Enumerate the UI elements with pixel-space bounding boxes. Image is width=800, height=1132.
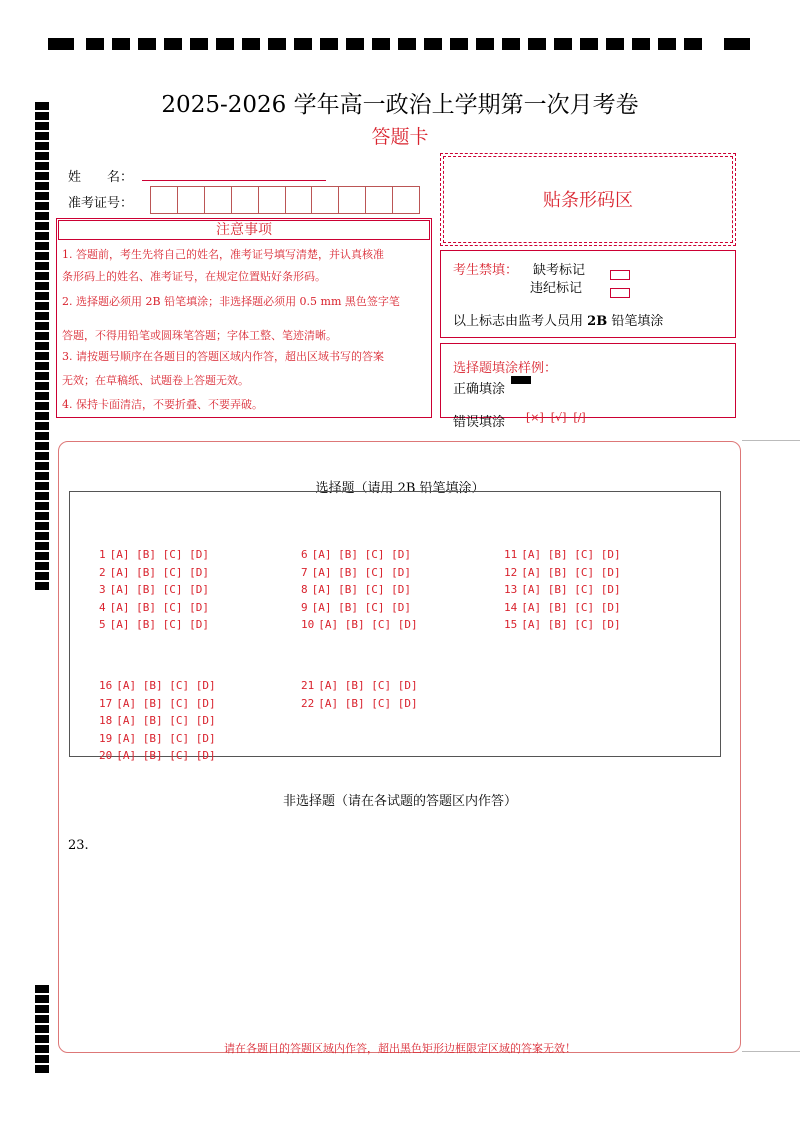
choice-question-4[interactable] (99, 601, 209, 614)
question-number: 6 (301, 548, 308, 561)
answer-options[interactable]: [A] [B] [C] [D] (116, 696, 216, 710)
violation-label: 违纪标记 (530, 281, 583, 296)
question-number: 16 (99, 679, 113, 692)
question-number: 14 (504, 600, 518, 614)
filled-mark-sample (511, 376, 531, 384)
footer-warning: 请在各题目的答题区域内作答，超出黑色矩形边框限定区域的答案无效！ (224, 1042, 576, 1055)
timing-mark (35, 372, 49, 380)
notice-item: 1. 答题前，考生先将自己的姓名，准考证号填写清楚，并认真核准 (62, 248, 384, 261)
proctor-note (453, 310, 663, 329)
notice-item: 无效；在草稿纸、试题卷上答题无效。 (62, 374, 249, 387)
sample-wrong-marks: [×] [√] [/] (526, 411, 586, 424)
answer-options[interactable]: [A] [B] [C] [D] (109, 618, 209, 631)
question-number: 12 (504, 565, 518, 579)
barcode-area: 贴条形码区 (443, 156, 733, 243)
choice-question-8[interactable] (301, 583, 411, 596)
id-label: 准考证号： (68, 196, 134, 211)
timing-mark (35, 182, 49, 190)
question-number: 19 (99, 731, 113, 745)
timing-mark (35, 332, 49, 340)
notice-item: 条形码上的姓名、准考证号，在规定位置贴好条形码。 (62, 270, 326, 283)
question-number: 11 (504, 548, 518, 561)
choice-question-10[interactable] (301, 618, 418, 631)
timing-mark (35, 272, 49, 280)
timing-mark (35, 172, 49, 180)
sample-correct-label: 正确填涂 (453, 382, 506, 397)
name-field[interactable] (142, 180, 326, 181)
choice-question-2[interactable] (99, 566, 209, 579)
timing-mark (35, 572, 49, 580)
timing-mark (35, 1025, 49, 1033)
margin-line (742, 440, 800, 441)
timing-mark (35, 302, 49, 310)
answer-options[interactable]: [A] [B] [C] [D] (521, 600, 621, 614)
question-number: 22 (301, 696, 315, 710)
timing-mark (35, 162, 49, 170)
answer-options[interactable]: [A] [B] [C] [D] (318, 679, 418, 692)
answer-options[interactable]: [A] [B] [C] [D] (109, 548, 209, 561)
timing-mark (35, 312, 49, 320)
answer-options[interactable]: [A] [B] [C] [D] (521, 565, 621, 579)
nonchoice-heading: 非选择题（请在各试题的答题区内作答） (282, 794, 517, 809)
question-number: 5 (99, 618, 106, 631)
choice-question-12[interactable] (504, 566, 621, 579)
question-number: 8 (301, 583, 308, 596)
question-number: 9 (301, 600, 308, 614)
name-label: 姓 名： (68, 170, 134, 185)
notice-item: 3. 请按题号顺序在各题目的答题区域内作答，超出区域书写的答案 (62, 350, 384, 363)
timing-mark (35, 212, 49, 220)
timing-mark (35, 242, 49, 250)
timing-mark (35, 252, 49, 260)
answer-options[interactable]: [A] [B] [C] [D] (311, 565, 411, 579)
page-title: 2025-2026 学年高一政治上学期第一次月考卷 (161, 92, 639, 118)
choice-question-3[interactable] (99, 583, 209, 596)
timing-mark (35, 1005, 49, 1013)
page-subtitle: 答题卡 (371, 126, 429, 148)
choice-question-1[interactable] (99, 548, 209, 561)
notice-heading: 注意事项 (58, 220, 430, 240)
proctor-note-bold: 2B (587, 314, 608, 329)
choice-question-5[interactable] (99, 618, 209, 631)
timing-mark (35, 402, 49, 410)
timing-mark (35, 502, 49, 510)
timing-mark (35, 1055, 49, 1063)
timing-mark (35, 442, 49, 450)
timing-mark (35, 202, 49, 210)
timing-mark (35, 1015, 49, 1023)
question-number: 15 (504, 618, 518, 631)
question-number: 3 (99, 583, 106, 596)
answer-options[interactable]: [A] [B] [C] [D] (109, 565, 209, 579)
timing-mark (35, 552, 49, 560)
timing-mark (35, 582, 49, 590)
answer-options[interactable]: [A] [B] [C] [D] (318, 696, 418, 710)
timing-mark (35, 1065, 49, 1073)
timing-mark (35, 232, 49, 240)
proctor-note-suffix: 铅笔填涂 (611, 314, 664, 329)
question-number: 18 (99, 714, 113, 727)
choice-question-17[interactable] (99, 697, 216, 710)
timing-mark (35, 292, 49, 300)
choice-question-11[interactable] (504, 548, 621, 561)
answer-options[interactable]: [A] [B] [C] [D] (116, 714, 216, 727)
choice-question-9[interactable] (301, 601, 411, 614)
timing-mark (35, 532, 49, 540)
timing-mark (35, 282, 49, 290)
timing-mark (35, 192, 49, 200)
timing-mark (35, 995, 49, 1003)
notice-item: 2. 选择题必须用 2B 铅笔填涂；非选择题必须用 0.5 mm 黑色签字笔 (62, 295, 400, 308)
notice-item: 4. 保持卡面清洁，不要折叠、不要弄破。 (62, 398, 263, 411)
choice-question-21[interactable] (301, 679, 418, 692)
answer-options[interactable]: [A] [B] [C] [D] (521, 618, 621, 631)
timing-mark (35, 322, 49, 330)
answer-options[interactable]: [A] [B] [C] [D] (116, 679, 216, 692)
answer-options[interactable]: [A] [B] [C] [D] (116, 731, 216, 745)
answer-options[interactable]: [A] [B] [C] [D] (116, 749, 216, 762)
sample-heading: 选择题填涂样例： (453, 361, 558, 376)
timing-mark (35, 562, 49, 570)
choice-question-22[interactable] (301, 697, 418, 710)
answer-options[interactable]: [A] [B] [C] [D] (311, 600, 411, 614)
choice-question-16[interactable] (99, 679, 216, 692)
choice-question-15[interactable] (504, 618, 621, 631)
timing-mark (35, 512, 49, 520)
question-23-label: 23. (68, 838, 89, 853)
answer-options[interactable]: [A] [B] [C] [D] (109, 583, 209, 596)
absent-label: 缺考标记 (533, 263, 586, 278)
answer-options[interactable]: [A] [B] [C] [D] (311, 583, 411, 596)
timing-mark (35, 422, 49, 430)
absent-mark[interactable] (610, 264, 630, 283)
choice-question-14[interactable] (504, 601, 621, 614)
id-number-boxes[interactable] (150, 186, 420, 214)
timing-mark (35, 262, 49, 270)
answer-options[interactable]: [A] [B] [C] [D] (521, 583, 621, 596)
forbidden-label: 考生禁填： (453, 263, 519, 278)
answer-options[interactable]: [A] [B] [C] [D] (109, 600, 209, 614)
timing-mark (35, 985, 49, 993)
timing-mark (35, 462, 49, 470)
question-number: 13 (504, 583, 518, 596)
timing-mark (35, 392, 49, 400)
choice-question-18[interactable] (99, 714, 216, 727)
question-number: 7 (301, 565, 308, 579)
timing-mark (35, 382, 49, 390)
question-number: 4 (99, 600, 106, 614)
question-number: 2 (99, 565, 106, 579)
choice-question-19[interactable] (99, 732, 216, 745)
notice-item: 答题，不得用铅笔或圆珠笔答题；字体工整、笔迹清晰。 (62, 329, 337, 342)
sample-wrong-label: 错误填涂 (453, 415, 506, 430)
timing-mark (35, 452, 49, 460)
timing-mark (35, 342, 49, 350)
proctor-note-prefix: 以上标志由监考人员用 (453, 314, 584, 329)
answer-options[interactable]: [A] [B] [C] [D] (311, 548, 411, 561)
timing-mark (35, 412, 49, 420)
question-number: 20 (99, 749, 113, 762)
choice-heading: 选择题（请用 2B 铅笔填涂） (315, 481, 485, 496)
answer-options[interactable]: [A] [B] [C] [D] (318, 618, 418, 631)
question-number: 10 (301, 618, 315, 631)
timing-mark (35, 522, 49, 530)
timing-mark (35, 352, 49, 360)
choice-question-6[interactable] (301, 548, 411, 561)
choice-question-13[interactable] (504, 583, 621, 596)
question-number: 21 (301, 679, 315, 692)
question-number: 1 (99, 548, 106, 561)
timing-mark (35, 542, 49, 550)
answer-options[interactable]: [A] [B] [C] [D] (521, 548, 621, 561)
violation-mark[interactable] (610, 282, 630, 301)
timing-mark (35, 222, 49, 230)
choice-question-20[interactable] (99, 749, 216, 762)
question-number: 17 (99, 696, 113, 710)
timing-mark (35, 152, 49, 160)
timing-mark (35, 362, 49, 370)
timing-mark (35, 432, 49, 440)
choice-question-7[interactable] (301, 566, 411, 579)
